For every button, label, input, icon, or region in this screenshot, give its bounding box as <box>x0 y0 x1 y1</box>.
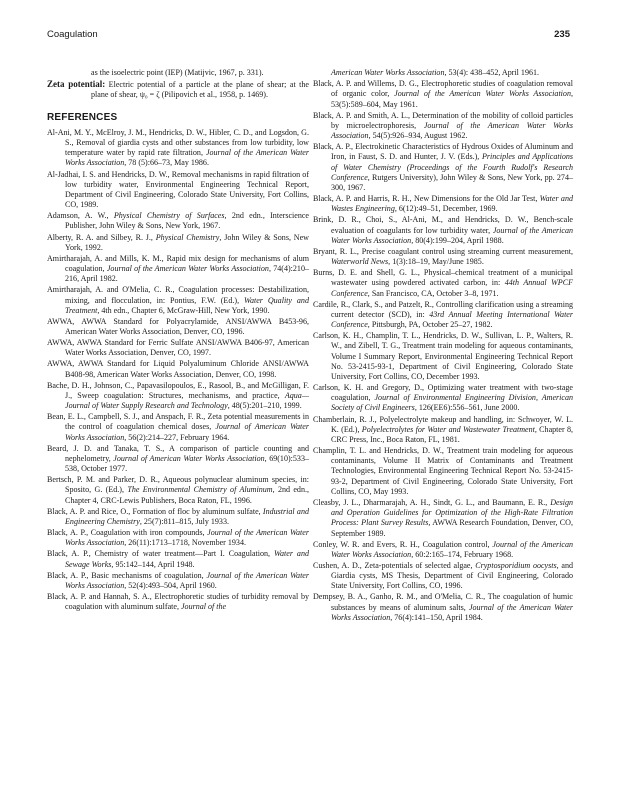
reference-text: , Chapter 8, CRC Press, Inc., Boca Raton, FL, 1981. <box>331 424 574 444</box>
reference-text: , 48(5):201–210, 1999. <box>227 401 302 411</box>
page-number: 235 <box>554 29 570 40</box>
reference-text: Black, A. P., Basic mechanisms of coagulation, <box>47 570 207 580</box>
reference-entry <box>313 268 573 299</box>
reference-source: Water and Sewage Works <box>65 549 309 569</box>
reference-source: Journal of the American Water Works Association <box>331 225 573 245</box>
reference-entry <box>313 561 573 592</box>
reference-entry <box>47 233 309 253</box>
reference-text: , 56(2):214–227, February 1964. <box>124 432 230 442</box>
reference-text: Cardile, R., Clark, S., and Patzelt, R., Controlling clarification using a streaming current detector (SCD), in: <box>313 299 573 319</box>
reference-text: Amirtharajah, A. and Mills, K. M., Rapid mix design for mechanisms of alum coagulation, <box>47 253 309 274</box>
reference-entry <box>47 571 309 591</box>
reference-entry <box>47 381 309 412</box>
right-column <box>313 68 573 624</box>
reference-text: Bean, E. L., Campbell, S. J., and Anspach, F. R., Zeta potential measurements in the control of coagulation chemical doses, <box>47 412 309 432</box>
reference-entry <box>47 528 309 548</box>
reference-source: Journal of the American Water Works Association <box>65 570 310 590</box>
reference-text: , 78 (5):66–73, May 1986. <box>124 158 209 168</box>
reference-text: , 53(5):589–604, May 1961. <box>331 89 573 109</box>
reference-entry <box>47 359 309 379</box>
reference-text: Carlson, K. H., Champlin, T. L., Hendricks, D. W., Sullivan, L. P., Walters, R. W., and Zibell, T. G., Treatment train modeling for aqueous contaminants, Volume I Summary Report, Environmental Engineering Technical Report No. 53-2415-93-1, Department of Civil Engineering, Colorado State University, Fort Collins, CO, December 1993. <box>313 331 573 381</box>
reference-source: Journal of the American Water Works Association <box>106 264 269 274</box>
reference-entry <box>47 211 309 231</box>
reference-entry <box>47 444 309 475</box>
reference-source: Design and Operation Guidelines for Optimization of the High-Rate Filtration Process: Plant Survey Results <box>331 497 573 528</box>
reference-source: Polyelectrolytes for Water and Wastewater Treatment <box>361 424 535 434</box>
reference-text: Cleasby, J. L., Dharmarajah, A. H., Sindt, G. L., and Baumann, E. R., <box>313 497 551 507</box>
reference-source: 44th Annual WPCF Conference <box>331 278 573 298</box>
running-header <box>47 29 570 43</box>
reference-entry <box>313 142 573 193</box>
reference-text: Black, A. P. and Willems, D. G., Electrophoretic studies of coagulation removal of organic color, <box>313 79 573 99</box>
reference-source: Water and Wastes Engineering <box>331 194 573 214</box>
reference-entry <box>47 549 309 569</box>
reference-text: Conley, W. R. and Evers, R. H., Coagulation control, <box>313 539 493 549</box>
reference-text: , AWWA Research Foundation, Denver, CO, September 1989. <box>331 518 573 538</box>
reference-text: , 6(12):49–51, December, 1969. <box>394 204 498 214</box>
reference-text: , 2nd edn., Chapter 4, CRC-Lewis Publishers, Boca Raton, FL, 1996. <box>65 485 310 505</box>
reference-source: Journal of the American Water Works Association <box>394 89 571 99</box>
reference-text: , 126(EE6):556–561, June 2000. <box>414 403 520 413</box>
reference-text: , and Giardia cysts, MS Thesis, Department of Civil Engineering, Colorado State University, Fort Collins, CO, 1996. <box>331 560 573 591</box>
reference-source: Journal of the American Water Works Association <box>331 120 573 140</box>
reference-text: Black, A. P. and Harris, R. H., New Dimensions for the Old Jar Test, <box>313 194 540 203</box>
references-heading: REFERENCES <box>47 111 118 123</box>
reference-text: Chamberlain, R. J., Polyelectrolyte makeup and handling, in: Schwoyer, W. L. K. (Ed.), <box>313 414 573 434</box>
left-column <box>47 68 309 613</box>
reference-entry <box>313 300 573 331</box>
reference-text: Black, A. P. and Smith, A. L., Determination of the mobility of colloid particles by microelectrophoresis, <box>313 110 573 130</box>
reference-source: Journal of the American Water Works Association <box>65 528 309 548</box>
reference-text: , 76(4):141–150, April 1984. <box>390 612 483 622</box>
reference-text: Bache, D. H., Johnson, C., Papavasilopoulos, E., Rasool, B., and McGilligan, F. J., Sweep coagulation: Structures, mechanisms, and practice, <box>47 380 309 400</box>
reference-entry <box>313 194 573 214</box>
reference-source: Journal of American Water Works Association <box>113 453 265 463</box>
reference-source: Principles and Applications of Water Chemistry (Proceedings of the Fourth Rudolf's Research Conference <box>331 152 573 182</box>
reference-entry <box>47 412 309 443</box>
reference-text: , 2nd edn., Interscience Publisher, John Wiley & Sons, New York, 1967. <box>65 211 309 231</box>
reference-text: , 4th edn., Chapter 6, McGraw-Hill, New York, 1990. <box>97 305 270 315</box>
reference-text: Bryant, R. L., Precise coagulant control using streaming current measurement, <box>313 246 573 256</box>
reference-text: Cushen, A. D., Zeta-potentials of selected algae, <box>313 560 476 570</box>
reference-entry <box>313 446 573 497</box>
reference-text: Black, A. P. and Rice, O., Formation of floc by aluminum sulfate, <box>47 506 263 516</box>
reference-source: Journal of Environmental Engineering Division, American Society of Civil Engineers <box>331 393 574 413</box>
reference-source: Aqua—Journal of Water Supply Research and Technology <box>65 390 309 411</box>
reference-text: Alberty, R. A. and Silbey, R. J., <box>47 232 156 242</box>
reference-source: American Water Works Association <box>331 68 445 77</box>
reference-entry <box>47 507 309 527</box>
reference-text: Al-Ani, M. Y., McElroy, J. M., Hendricks, D. W., Hibler, C. D., and Logsdon, G. S., Removal of giardia cysts and other substances from low turbidity, low temperature water by rapid rate filtration, <box>47 127 309 158</box>
reference-text: Champlin, T. L. and Hendricks, D. W., Treatment train modeling for aqueous contaminants, Volume II Matrix of Contaminants and Treatment Technologies, Environmental Engineering Technical Report No. 53-2415-93-2, Department of Civil Engineering, Colorado State University, Fort Collins, CO, May 1993. <box>313 446 573 496</box>
reference-source: Journal of American Water Works Association <box>65 422 309 442</box>
reference-text: , John Wiley & Sons, New York, 1992. <box>65 232 309 252</box>
reference-source: Waterworld News <box>331 257 389 266</box>
reference-entry <box>313 592 573 623</box>
reference-text: , 25(7):811–815, July 1933. <box>139 516 229 526</box>
reference-text: , 54(5):926–934, August 1962. <box>368 131 468 140</box>
reference-text: Black, A. P., Electrokinetic Characteristics of Hydrous Oxides of Aluminum and Iron, in Faust, S. D. and Hunter, J. V. (Eds.), <box>313 142 573 162</box>
reference-source: Journal of the American Water Works Association <box>65 148 310 168</box>
reference-source: Cryptosporidium oocysts <box>475 560 557 570</box>
reference-text: Beard, J. D. and Tanaka, T. S., A comparison of particle counting and nephelometry, <box>47 443 309 463</box>
reference-text: Bertsch, P. M. and Parker, D. R., Aqueous polynuclear aluminum species, in: Sposito, G. (Ed.), <box>47 475 309 495</box>
reference-text: , 53(4): 438–452, April 1961. <box>444 68 540 77</box>
reference-source: Journal of the American Water Works Association <box>331 539 574 559</box>
reference-text: , 74(4):210–216, April 1982. <box>65 264 309 284</box>
reference-entry <box>313 383 573 414</box>
reference-source: Physical Chemistry <box>155 232 220 242</box>
reference-entry <box>47 254 309 285</box>
reference-text: Brink, D. R., Choi, S., Al-Ani, M., and Hendricks, D. W., Bench-scale evaluation of coagulants for low turbidity water, <box>313 215 573 235</box>
reference-entry <box>313 68 573 78</box>
reference-text: , 1(3):18–19, May/June 1985. <box>388 257 484 266</box>
reference-text: Burns, D. E. and Shell, G. L., Physical–chemical treatment of a municipal wastewater using powdered activated carbon, in: <box>313 268 573 288</box>
reference-entry <box>47 128 309 169</box>
reference-text: Al-Jadhai, I. S. and Hendricks, D. W., Removal mechanisms in rapid filtration of low turbidity water, Environmental Engineering Technical Report, Department of Civil Engineering, Colorado State University, Fort Collins, CO, 1989. <box>47 169 309 210</box>
reference-source: The Environmental Chemistry of Aluminum <box>127 485 273 495</box>
reference-source: Journal of the American Water Works Association <box>331 602 573 622</box>
reference-source: 43rd Annual Meeting International Water Conference <box>331 309 574 329</box>
glossary-continuation: as the isoelectric point (IEP) (Matijvic, 1967, p. 331). <box>91 68 264 77</box>
glossary-term: Zeta potential: <box>47 79 106 90</box>
reference-entry <box>313 498 573 539</box>
reference-text: Black, A. P., Coagulation with iron compounds, <box>47 528 208 537</box>
reference-entry <box>313 331 573 382</box>
reference-text: Amirtharajah, A. and O'Melia, C. R., Coagulation processes: Destabilization, mixing, and flocculation, in: Pontius, F.W. (Ed.), <box>47 285 309 305</box>
right-reference-list <box>313 68 573 623</box>
reference-text: , Pittsburgh, PA, October 25–27, 1982. <box>367 320 493 329</box>
reference-source: Water Quality and Treatment <box>65 295 309 315</box>
reference-text: Carlson, K. H. and Gregory, D., Optimizing water treatment with two-stage coagulation, <box>313 383 573 403</box>
reference-text: , 95:142–144, April 1948. <box>111 559 195 569</box>
reference-entry <box>313 111 573 142</box>
reference-entry <box>313 540 573 560</box>
reference-text: , Rutgers University), John Wiley & Sons, New York, pp. 274–300, 1967. <box>331 172 573 192</box>
reference-entry <box>47 592 309 612</box>
reference-source: Physical Chemistry of Surfaces <box>113 211 225 221</box>
reference-entry <box>47 285 309 316</box>
reference-entry <box>313 415 573 446</box>
reference-source: Industrial and Engineering Chemistry <box>65 506 309 526</box>
reference-text: AWWA, AWWA Standard for Polyacrylamide, ANSI/AWWA B453-96, American Water Works Association, Denver, CO, 1996. <box>47 316 309 337</box>
reference-text: , 60:2:165–174, February 1968. <box>411 549 514 559</box>
reference-text: Black, A. P., Chemistry of water treatment—Part I. Coagulation, <box>47 549 275 559</box>
reference-entry <box>313 247 573 267</box>
reference-text: , 26(11):1713–1718, November 1934. <box>124 538 246 548</box>
reference-entry <box>313 215 573 246</box>
reference-text: , 69(10):533–538, October 1977. <box>65 453 309 474</box>
reference-entry <box>47 170 309 211</box>
reference-text: , San Francisco, CA, October 3–8, 1971. <box>367 288 499 298</box>
glossary-definition: Electric potential of a particle at the plane of shear; at the plane of shear, ψ₀ = ζ (Pilipovich et al., 1958, p. 1469). <box>91 80 309 100</box>
reference-text: AWWA, AWWA Standard for Liquid Polyaluminum Chloride ANSI/AWWA B408-98, American Water Works Association, Denver, CO, 1998. <box>47 359 309 379</box>
reference-text: Adamson, A. W., <box>47 211 114 221</box>
reference-text: , 52(4):493–504, April 1960. <box>124 580 217 590</box>
reference-source: Journal of the <box>180 602 227 612</box>
reference-entry <box>47 475 309 506</box>
reference-entry <box>313 79 573 110</box>
reference-text: Dempsey, B. A., Ganho, R. M., and O'Melia, C. R., The coagulation of humic substances by means of aluminum salts, <box>313 592 573 612</box>
running-title: Coagulation <box>47 29 98 40</box>
reference-text: AWWA, AWWA Standard for Ferric Sulfate ANSI/AWWA B406-97, American Water Works Association, Denver, CO, 1997. <box>47 338 309 358</box>
reference-text: Black, A. P. and Hannah, S. A., Electrophoretic studies of turbidity removal by coagulation with aluminum sulfate, <box>47 591 309 612</box>
left-reference-list <box>47 128 309 612</box>
reference-text: , 80(4):199–204, April 1988. <box>411 235 504 245</box>
glossary-entry-zeta <box>47 79 309 100</box>
reference-entry <box>47 317 309 337</box>
reference-entry <box>47 338 309 358</box>
